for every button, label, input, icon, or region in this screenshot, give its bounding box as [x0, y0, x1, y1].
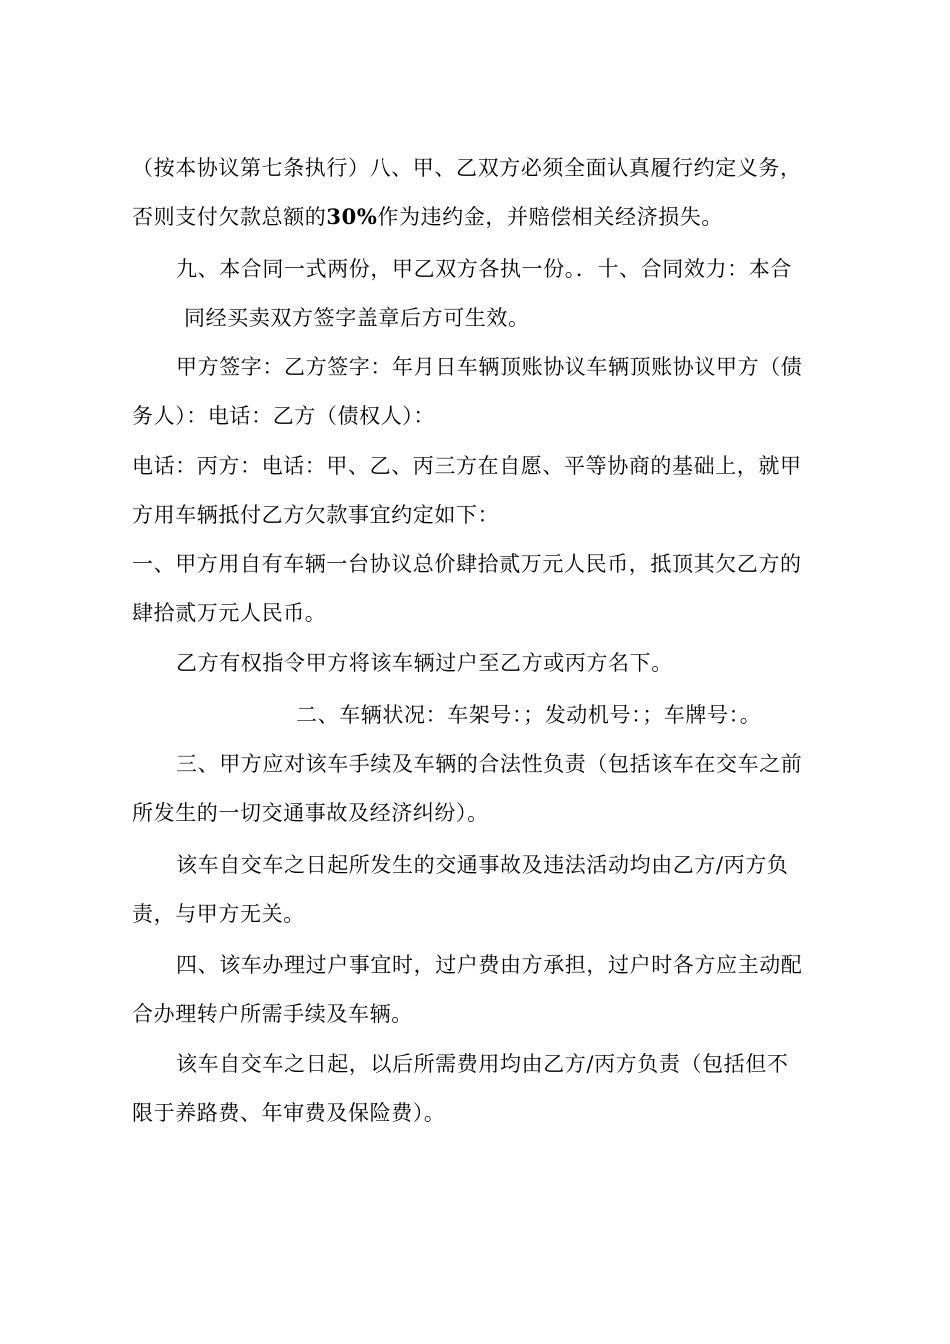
text-line-19: 该车自交车之日起，以后所需费用均由乙方/丙方负责（包括但不 — [176, 1052, 789, 1076]
penalty-percentage: 30% — [326, 204, 378, 229]
text-line-2 — [132, 202, 832, 232]
text-line-5: 甲方签字：乙方签字：年月日车辆顶账协议车辆顶账协议甲方（债 — [176, 355, 803, 379]
text-line-6: 务人）：电话：乙方（债权人）： — [132, 404, 435, 428]
text-line-11: 乙方有权指令甲方将该车辆过户至乙方或丙方名下。 — [176, 651, 673, 675]
text-line-7: 电话：丙方：电话：甲、乙、丙三方在自愿、平等协商的基础上，就甲 — [132, 454, 802, 478]
text-line-1: （按本协议第七条执行）八、甲、乙双方必须全面认真履行约定义务， — [132, 156, 802, 180]
text-line-10: 肆拾贰万元人民币。 — [132, 601, 327, 625]
text-line-18: 合办理转户所需手续及车辆。 — [132, 1002, 413, 1026]
text-line-14: 所发生的一切交通事故及经济纠纷）。 — [132, 801, 489, 825]
text-line-16: 责，与甲方无关。 — [132, 902, 305, 926]
text-line-13: 三、甲方应对该车手续及车辆的合法性负责（包括该车在交车之前 — [176, 752, 803, 776]
text-line-20: 限于养路费、年审费及保险费）。 — [132, 1101, 446, 1125]
text-segment: 否则支付欠款总额的 — [132, 205, 327, 229]
text-line-3: 九、本合同一式两份，甲乙双方各执一份。．十、合同效力：本合 — [176, 257, 792, 281]
text-line-15: 该车自交车之日起所发生的交通事故及违法活动均由乙方/丙方负 — [176, 853, 789, 877]
text-line-12: 二、车辆状况：车架号：；发动机号：；车牌号：。 — [296, 703, 762, 727]
text-line-17: 四、该车办理过户事宜时，过户费由方承担，过户时各方应主动配 — [176, 953, 803, 977]
text-line-9: 一、甲方用自有车辆一台协议总价肆拾贰万元人民币，抵顶其欠乙方的 — [132, 552, 802, 576]
text-line-4: 同经买卖双方签字盖章后方可生效。 — [184, 306, 530, 330]
text-line-8: 方用车辆抵付乙方欠款事宜约定如下： — [132, 503, 500, 527]
text-segment: 作为违约金，并赔偿相关经济损失。 — [377, 205, 723, 229]
